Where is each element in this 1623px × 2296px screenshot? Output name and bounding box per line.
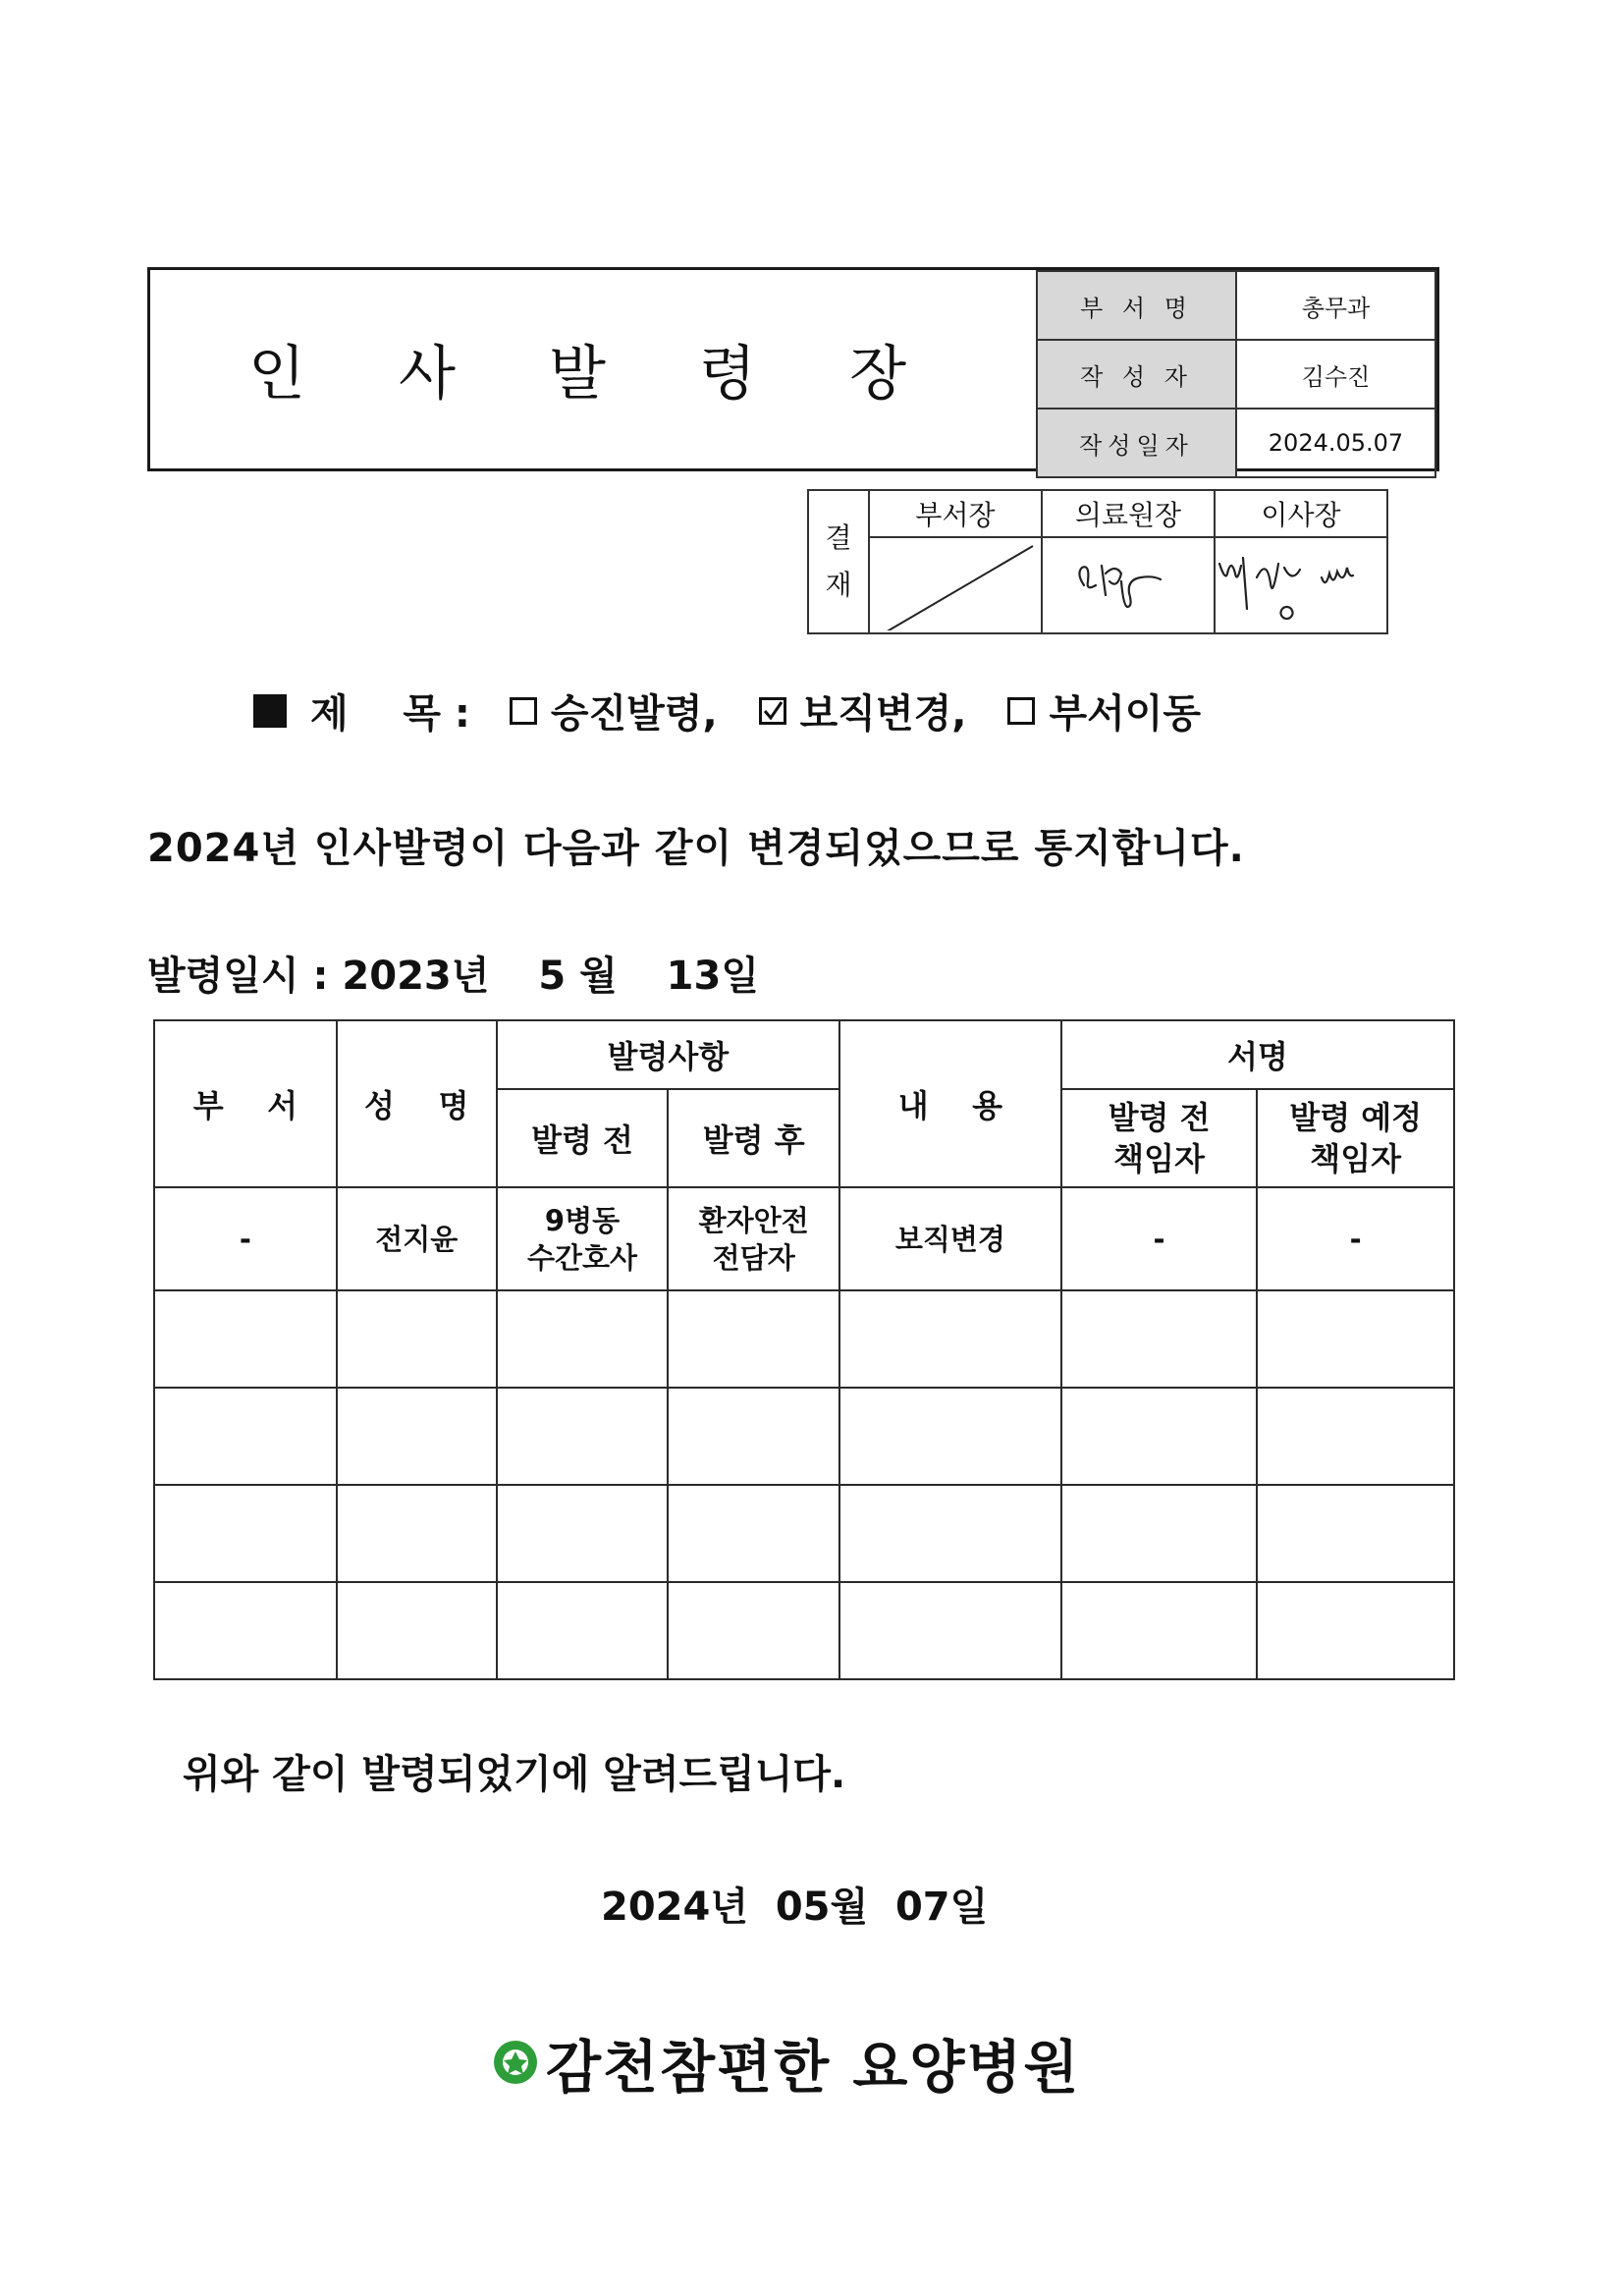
cell-before-line1: 9병동	[544, 1203, 621, 1237]
cell-after-resp: -	[1257, 1187, 1454, 1290]
approval-sign-empty	[869, 537, 1042, 633]
approval-label	[808, 490, 869, 633]
option-label: 보직변경,	[799, 691, 967, 737]
approval-signature	[1042, 537, 1215, 633]
header-before-resp-line2: 책임자	[1113, 1140, 1205, 1177]
meta-table	[1036, 270, 1436, 478]
notice-text: 2024년 인사발령이 다음과 같이 변경되었으므로 통지합니다.	[147, 826, 1245, 871]
cell-after	[668, 1187, 839, 1290]
cell-after-line2: 전담자	[712, 1240, 795, 1275]
meta-row	[1037, 271, 1435, 340]
checkbox-promotion[interactable]	[510, 697, 537, 725]
subject-line	[253, 683, 1201, 738]
checkbox-position-change[interactable]	[759, 697, 786, 725]
cell-before-resp: -	[1061, 1187, 1258, 1290]
hospital-signature	[491, 2021, 1080, 2104]
issue-datetime-year: 2023년	[342, 954, 490, 999]
issue-datetime-label: 발령일시 :	[147, 954, 329, 999]
cell-dept: -	[154, 1187, 337, 1290]
meta-label: 작 성 자	[1037, 340, 1236, 409]
meta-label: 부 서 명	[1037, 271, 1236, 340]
issue-date: 2024년 05월 07일	[601, 1885, 989, 1930]
signature-mark	[1043, 538, 1212, 630]
option-label: 승진발령,	[550, 691, 718, 737]
subject-label: 제 목 :	[310, 691, 470, 737]
cell-content: 보직변경	[839, 1187, 1061, 1290]
diagonal-strike	[870, 538, 1039, 630]
issue-datetime-month: 5 월	[538, 954, 618, 999]
approval-label-top: 결	[825, 521, 852, 554]
header-after-resp	[1257, 1089, 1454, 1187]
issue-datetime-day: 13일	[666, 954, 759, 999]
header-before: 발령 전	[497, 1089, 669, 1187]
meta-value: 김수진	[1236, 340, 1435, 409]
header-before-resp-line1: 발령 전	[1108, 1099, 1211, 1136]
closing-text: 위와 같이 발령되었기에 알려드립니다.	[183, 1752, 846, 1797]
header-content: 내 용	[839, 1020, 1061, 1187]
table-header-row	[154, 1020, 1454, 1089]
cell-before-line2: 수간호사	[526, 1240, 638, 1275]
option-label: 부서이동	[1049, 691, 1201, 737]
header-after-resp-line2: 책임자	[1310, 1140, 1402, 1177]
approval-header: 의료원장	[1042, 490, 1215, 537]
bullet-square-icon	[253, 694, 287, 728]
header-dept: 부 서	[154, 1020, 337, 1187]
table-row-empty	[154, 1388, 1454, 1485]
cell-before	[497, 1187, 669, 1290]
approval-box	[807, 489, 1388, 634]
meta-value: 2024.05.07	[1236, 409, 1435, 477]
checkbox-dept-transfer[interactable]	[1007, 697, 1035, 725]
header-box	[147, 267, 1439, 471]
meta-row	[1037, 409, 1435, 477]
hospital-name: 감천참편한 요양병원	[546, 2034, 1081, 2101]
header-name: 성 명	[337, 1020, 497, 1187]
hospital-logo-icon	[491, 2038, 540, 2087]
header-after-resp-line1: 발령 예정	[1289, 1099, 1423, 1136]
table-row-empty	[154, 1290, 1454, 1388]
cell-name: 전지윤	[337, 1187, 497, 1290]
table-row	[154, 1187, 1454, 1290]
table-row-empty	[154, 1582, 1454, 1679]
header-order: 발령사항	[497, 1020, 839, 1089]
approval-signature	[1215, 537, 1387, 633]
approval-header: 부서장	[869, 490, 1042, 537]
personnel-table	[153, 1019, 1455, 1680]
approval-label-bottom: 재	[825, 569, 852, 601]
signature-mark	[1216, 538, 1384, 630]
header-signature: 서명	[1061, 1020, 1454, 1089]
table-row-empty	[154, 1485, 1454, 1582]
header-after: 발령 후	[668, 1089, 839, 1187]
header-before-resp	[1061, 1089, 1258, 1187]
meta-label: 작성일자	[1037, 409, 1236, 477]
cell-after-line1: 환자안전	[698, 1203, 809, 1237]
document-title: 인 사 발 령 장	[247, 340, 945, 409]
approval-header: 이사장	[1215, 490, 1387, 537]
meta-row	[1037, 340, 1435, 409]
meta-value: 총무과	[1236, 271, 1435, 340]
issue-datetime	[147, 945, 759, 1001]
check-icon	[759, 697, 786, 725]
